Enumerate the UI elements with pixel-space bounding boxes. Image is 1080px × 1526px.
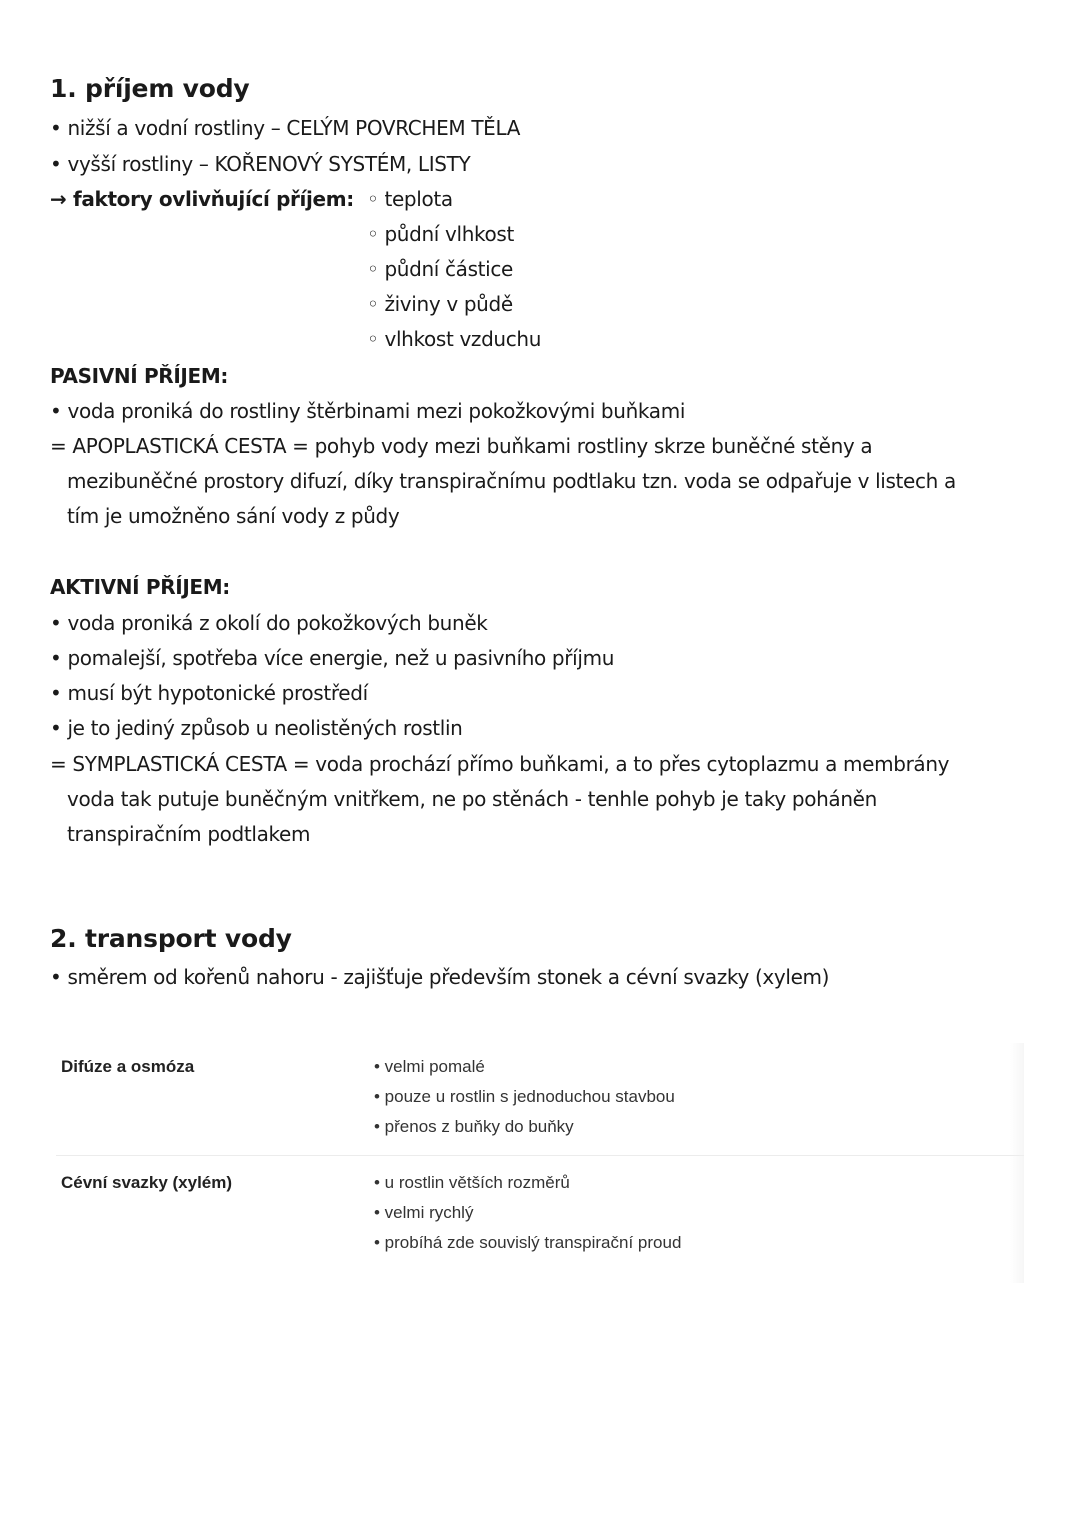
table-row-item: • u rostlin větších rozměrů — [374, 1173, 570, 1192]
table-row-item: • přenos z buňky do buňky — [374, 1117, 574, 1136]
factor-item: ◦ vlhkost vzduchu — [367, 327, 542, 351]
table-row-label: Cévní svazky (xylém) — [61, 1173, 233, 1192]
section1-bullet-2: • vyšší rostliny – KOŘENOVÝ SYSTÉM, LISTY — [50, 152, 471, 176]
factor-item: ◦ půdní vlhkost — [367, 222, 514, 246]
factor-item: ◦ půdní částice — [367, 257, 513, 281]
table-row-item: • pouze u rostlin s jednoduchou stavbou — [374, 1087, 675, 1106]
active-bullet: • pomalejší, spotřeba více energie, než u pasivního příjmu — [50, 646, 615, 670]
passive-definition-line: mezibuněčné prostory difuzí, díky transpiračnímu podtlaku tzn. voda se odpařuje v listech a — [67, 469, 956, 493]
table-row — [56, 1155, 1024, 1283]
table-row-item: • velmi rychlý — [374, 1203, 474, 1222]
factor-item: ◦ teplota — [367, 187, 453, 211]
active-definition-line: transpiračním podtlakem — [67, 822, 311, 846]
table-row-label: Difúze a osmóza — [61, 1057, 195, 1076]
active-bullet: • je to jediný způsob u neolistěných rostlin — [50, 716, 463, 740]
factor-item: ◦ živiny v půdě — [367, 292, 513, 316]
active-definition-line: = SYMPLASTICKÁ CESTA = voda prochází přímo buňkami, a to přes cytoplazmu a membrány — [50, 752, 950, 776]
table-edge-shadow — [1010, 1043, 1024, 1283]
section2-bullet: • směrem od kořenů nahoru - zajišťuje především stonek a cévní svazky (xylem) — [50, 965, 830, 989]
active-heading: AKTIVNÍ PŘÍJEM: — [50, 575, 230, 599]
table-row-item: • velmi pomalé — [374, 1057, 485, 1076]
section1-title: 1. příjem vody — [50, 74, 250, 103]
passive-definition-line: tím je umožněno sání vody z půdy — [67, 504, 400, 528]
active-bullet: • voda proniká z okolí do pokožkových buněk — [50, 611, 488, 635]
factors-label: → faktory ovlivňující příjem: — [50, 187, 354, 211]
passive-definition-line: = APOPLASTICKÁ CESTA = pohyb vody mezi buňkami rostliny skrze buněčné stěny a — [50, 434, 873, 458]
passive-bullet: • voda proniká do rostliny štěrbinami mezi pokožkovými buňkami — [50, 399, 686, 423]
section2-title: 2. transport vody — [50, 924, 292, 953]
section1-bullet-1: • nižší a vodní rostliny – CELÝM POVRCHEM TĚLA — [50, 116, 521, 140]
passive-heading: PASIVNÍ PŘÍJEM: — [50, 364, 229, 388]
transport-table — [56, 1043, 1024, 1283]
table-row-item: • probíhá zde souvislý transpirační proud — [374, 1233, 682, 1252]
active-bullet: • musí být hypotonické prostředí — [50, 681, 368, 705]
active-definition-line: voda tak putuje buněčným vnitřkem, ne po stěnách - tenhle pohyb je taky poháněn — [67, 787, 877, 811]
table-row — [56, 1043, 1024, 1156]
